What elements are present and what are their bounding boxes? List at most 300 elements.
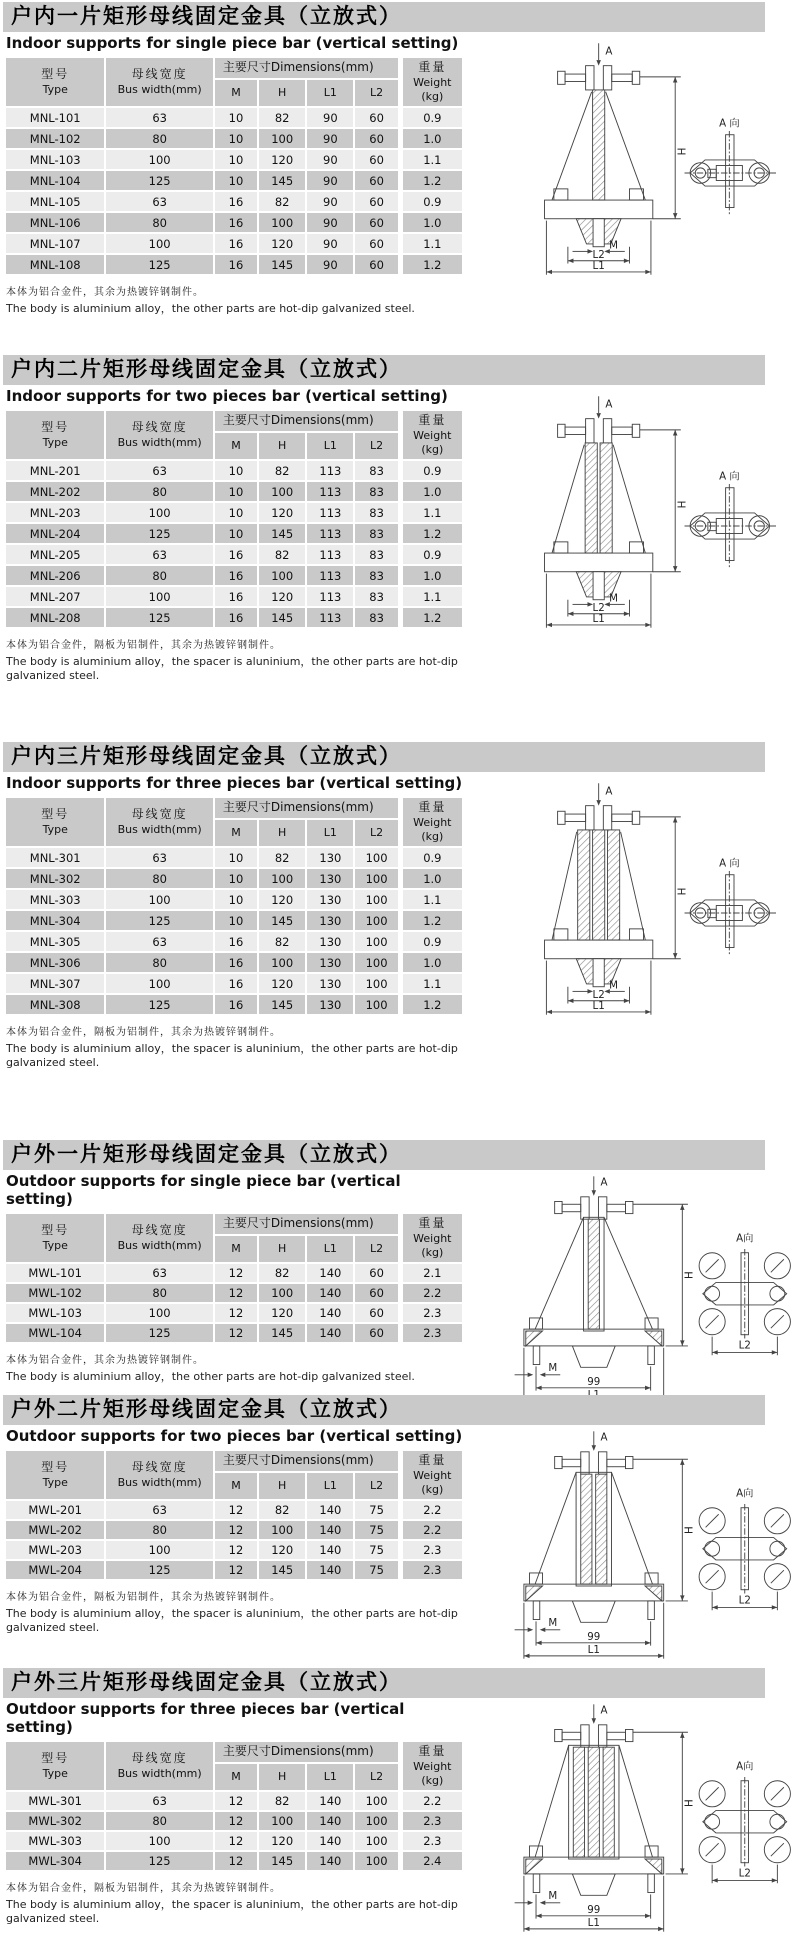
table-cell: 1.1: [400, 890, 462, 909]
header-weight: 重量 Weight (kg): [400, 1451, 462, 1499]
dim-label-h: H: [676, 500, 689, 509]
table-cell: 83: [355, 566, 397, 585]
table-cell: 100: [106, 503, 212, 522]
header-bus-width: 母线宽度 Bus width(mm): [106, 411, 212, 459]
table-cell: 12: [215, 1812, 257, 1830]
table-row: [6, 995, 462, 1014]
dim-label-m: M: [548, 1617, 558, 1630]
table-cell: 63: [106, 1264, 212, 1282]
dim-label-a: A: [600, 1176, 608, 1189]
header-l1: L1: [307, 80, 353, 106]
header-h: H: [259, 1473, 305, 1499]
dim-label-m: M: [548, 1890, 558, 1903]
table-cell: 140: [307, 1541, 353, 1559]
dim-label-a: A: [600, 1704, 608, 1717]
table-cell: MNL-306: [6, 953, 104, 972]
table-row: [6, 1264, 462, 1282]
header-h: H: [259, 80, 305, 106]
table-cell: 63: [106, 545, 212, 564]
dim-label-h: H: [676, 147, 689, 156]
dim-label-h: H: [683, 1799, 696, 1807]
table-cell: 145: [259, 608, 305, 627]
table-cell: 82: [259, 1264, 305, 1282]
catalog-section-2: [0, 355, 800, 682]
table-cell: 145: [259, 1324, 305, 1342]
header-dimensions: 主要尺寸Dimensions(mm): [215, 798, 398, 818]
table-cell: 82: [259, 461, 305, 480]
table-cell: 130: [307, 911, 353, 930]
table-cell: 90: [307, 129, 353, 148]
section-title-en: Indoor supports for three pieces bar (vertical setting): [6, 774, 463, 792]
table-cell: 1.2: [400, 255, 462, 274]
section-title-zh: 户外三片矩形母线固定金具（立放式）: [3, 1668, 765, 1698]
header-type: 型号 Type: [6, 58, 104, 106]
header-m: M: [215, 433, 257, 459]
table-cell: 100: [355, 1852, 397, 1870]
table-cell: 82: [259, 1501, 305, 1519]
header-weight: 重量 Weight (kg): [400, 798, 462, 846]
table-cell: 0.9: [400, 108, 462, 127]
table-cell: 1.2: [400, 524, 462, 543]
table-cell: 12: [215, 1304, 257, 1322]
table-cell: 0.9: [400, 461, 462, 480]
table-cell: 145: [259, 995, 305, 1014]
table-cell: 10: [215, 129, 257, 148]
header-weight: 重量 Weight (kg): [400, 411, 462, 459]
table-cell: 12: [215, 1284, 257, 1302]
table-cell: 63: [106, 461, 212, 480]
table-cell: 145: [259, 524, 305, 543]
table-cell: 82: [259, 1792, 305, 1810]
section-title-en: Indoor supports for two pieces bar (vertical setting): [6, 387, 448, 405]
table-cell: 100: [259, 566, 305, 585]
table-cell: 100: [106, 234, 212, 253]
table-cell: 80: [106, 1812, 212, 1830]
table-cell: 16: [215, 192, 257, 211]
dim-label-l1: L1: [587, 1917, 600, 1930]
table-cell: 60: [355, 255, 397, 274]
table-cell: 60: [355, 171, 397, 190]
table-cell: 125: [106, 608, 212, 627]
table-cell: 16: [215, 213, 257, 232]
table-row: [6, 932, 462, 951]
footnote-zh: 本体为铝合金件，隔板为铝制件，其余为热镀锌钢制件。: [6, 1592, 281, 1604]
footnote-zh: 本体为铝合金件，其余为热镀锌钢制件。: [6, 287, 204, 299]
table-cell: 130: [307, 890, 353, 909]
table-cell: 63: [106, 108, 212, 127]
table-cell: 12: [215, 1852, 257, 1870]
dim-label-l1: L1: [592, 260, 605, 273]
table-cell: 10: [215, 890, 257, 909]
table-cell: 100: [259, 213, 305, 232]
table-cell: 100: [259, 1521, 305, 1539]
footnote-en: The body is aluminium alloy，the spacer is aluninium，the other parts are hot-dip galvanized steel.: [6, 1607, 458, 1635]
header-dimensions: 主要尺寸Dimensions(mm): [215, 1742, 398, 1762]
table-cell: 12: [215, 1521, 257, 1539]
dim-label-l1: L1: [592, 613, 605, 626]
table-cell: 100: [355, 932, 397, 951]
table-cell: 100: [259, 869, 305, 888]
table-cell: 145: [259, 171, 305, 190]
table-cell: 125: [106, 995, 212, 1014]
spec-table: [4, 409, 464, 629]
technical-drawing: [468, 774, 796, 1024]
catalog-section-6: [0, 1668, 800, 1936]
table-row: [6, 1792, 462, 1810]
table-cell: 113: [307, 545, 353, 564]
table-cell: 16: [215, 234, 257, 253]
table-cell: 60: [355, 1324, 397, 1342]
table-cell: 2.3: [400, 1812, 462, 1830]
table-cell: 60: [355, 1284, 397, 1302]
table-cell: 10: [215, 150, 257, 169]
table-cell: 90: [307, 171, 353, 190]
table-cell: 80: [106, 213, 212, 232]
table-cell: MWL-303: [6, 1832, 104, 1850]
table-cell: 120: [259, 890, 305, 909]
dim-label-m: M: [609, 239, 619, 252]
table-cell: 16: [215, 608, 257, 627]
table-row: [6, 545, 462, 564]
table-cell: 80: [106, 566, 212, 585]
table-cell: 90: [307, 234, 353, 253]
table-cell: MNL-202: [6, 482, 104, 501]
table-cell: 1.1: [400, 974, 462, 993]
table-row: [6, 234, 462, 253]
table-cell: 16: [215, 995, 257, 1014]
table-cell: 83: [355, 503, 397, 522]
table-cell: MWL-104: [6, 1324, 104, 1342]
table-cell: 1.0: [400, 566, 462, 585]
footnote-zh: 本体为铝合金件，隔板为铝制件，其余为热镀锌钢制件。: [6, 1883, 281, 1895]
table-cell: 10: [215, 461, 257, 480]
table-cell: 12: [215, 1561, 257, 1579]
table-cell: 125: [106, 1852, 212, 1870]
table-cell: MWL-302: [6, 1812, 104, 1830]
header-bus-width: 母线宽度 Bus width(mm): [106, 58, 212, 106]
table-cell: 100: [355, 1832, 397, 1850]
header-h: H: [259, 1764, 305, 1790]
table-row: [6, 482, 462, 501]
table-cell: MNL-207: [6, 587, 104, 606]
table-row: [6, 1812, 462, 1830]
table-cell: 90: [307, 108, 353, 127]
section-title-zh: 户外一片矩形母线固定金具（立放式）: [3, 1140, 765, 1170]
table-cell: MNL-205: [6, 545, 104, 564]
dim-label-a: A: [605, 398, 613, 411]
header-type: 型号 Type: [6, 1451, 104, 1499]
table-cell: 140: [307, 1264, 353, 1282]
table-row: [6, 1561, 462, 1579]
table-cell: 100: [355, 1792, 397, 1810]
table-row: [6, 524, 462, 543]
table-cell: 12: [215, 1264, 257, 1282]
header-type: 型号 Type: [6, 798, 104, 846]
table-cell: MNL-302: [6, 869, 104, 888]
table-body: [6, 1501, 462, 1579]
table-cell: 113: [307, 587, 353, 606]
table-row: [6, 1541, 462, 1559]
header-l1: L1: [307, 1764, 353, 1790]
table-cell: 80: [106, 953, 212, 972]
table-row: [6, 192, 462, 211]
table-cell: 140: [307, 1521, 353, 1539]
table-cell: MNL-108: [6, 255, 104, 274]
table-cell: 1.2: [400, 995, 462, 1014]
table-cell: 60: [355, 129, 397, 148]
table-cell: 113: [307, 461, 353, 480]
table-cell: 140: [307, 1324, 353, 1342]
catalog-section-3: [0, 742, 800, 1069]
table-cell: 145: [259, 1852, 305, 1870]
table-cell: 83: [355, 608, 397, 627]
section-title-en: Indoor supports for single piece bar (vertical setting): [6, 34, 459, 52]
header-type: 型号 Type: [6, 1742, 104, 1790]
table-cell: 83: [355, 461, 397, 480]
table-row: [6, 587, 462, 606]
header-m: M: [215, 1473, 257, 1499]
table-row: [6, 566, 462, 585]
table-cell: 83: [355, 482, 397, 501]
table-cell: 10: [215, 482, 257, 501]
table-cell: 1.2: [400, 608, 462, 627]
table-cell: 16: [215, 587, 257, 606]
footnote-en: The body is aluminium alloy，the spacer is aluninium，the other parts are hot-dip galvanized steel.: [6, 1042, 458, 1070]
table-cell: 75: [355, 1521, 397, 1539]
footnote-zh: 本体为铝合金件，隔板为铝制件，其余为热镀锌钢制件。: [6, 1027, 281, 1039]
table-cell: 90: [307, 255, 353, 274]
table-cell: 12: [215, 1541, 257, 1559]
table-cell: 100: [106, 974, 212, 993]
table-cell: 75: [355, 1541, 397, 1559]
table-cell: 120: [259, 503, 305, 522]
dim-label-99: 99: [587, 1904, 601, 1917]
header-l1: L1: [307, 433, 353, 459]
table-cell: MNL-303: [6, 890, 104, 909]
table-row: [6, 1304, 462, 1322]
table-cell: MNL-308: [6, 995, 104, 1014]
table-cell: 140: [307, 1812, 353, 1830]
table-cell: 80: [106, 1521, 212, 1539]
table-row: [6, 503, 462, 522]
header-dimensions: 主要尺寸Dimensions(mm): [215, 1214, 398, 1234]
table-body: [6, 1264, 462, 1342]
header-type: 型号 Type: [6, 1214, 104, 1262]
table-cell: 100: [355, 953, 397, 972]
table-row: [6, 848, 462, 867]
table-cell: MNL-206: [6, 566, 104, 585]
dim-label-l2: L2: [592, 248, 605, 261]
table-cell: 83: [355, 545, 397, 564]
table-cell: 10: [215, 869, 257, 888]
header-l2: L2: [355, 80, 397, 106]
table-cell: 145: [259, 255, 305, 274]
table-cell: 75: [355, 1561, 397, 1579]
table-cell: 125: [106, 1561, 212, 1579]
table-cell: 140: [307, 1561, 353, 1579]
header-l1: L1: [307, 1473, 353, 1499]
spec-table: [4, 56, 464, 276]
view-label: A向: [736, 1487, 754, 1500]
spec-table: [4, 1449, 464, 1581]
table-cell: 80: [106, 482, 212, 501]
table-cell: 90: [307, 150, 353, 169]
table-cell: MWL-204: [6, 1561, 104, 1579]
table-cell: 100: [355, 911, 397, 930]
dim-label-m: M: [548, 1362, 558, 1375]
table-cell: 2.4: [400, 1852, 462, 1870]
table-cell: 100: [106, 150, 212, 169]
table-cell: 2.3: [400, 1324, 462, 1342]
dim-label-l2: L2: [738, 1867, 751, 1880]
table-cell: 10: [215, 108, 257, 127]
table-cell: 100: [355, 869, 397, 888]
header-l1: L1: [307, 820, 353, 846]
view-label: A 向: [719, 470, 740, 483]
table-cell: 100: [355, 974, 397, 993]
view-label: A 向: [719, 117, 740, 130]
footnote-zh: 本体为铝合金件，隔板为铝制件，其余为热镀锌钢制件。: [6, 640, 281, 652]
table-cell: 16: [215, 545, 257, 564]
table-cell: 60: [355, 192, 397, 211]
table-row: [6, 255, 462, 274]
header-l2: L2: [355, 1764, 397, 1790]
table-cell: 1.2: [400, 911, 462, 930]
table-cell: 2.3: [400, 1304, 462, 1322]
table-cell: 140: [307, 1284, 353, 1302]
table-cell: 10: [215, 911, 257, 930]
footnote-en: The body is aluminium alloy，the other parts are hot-dip galvanized steel.: [6, 302, 415, 316]
table-cell: MNL-304: [6, 911, 104, 930]
table-cell: 1.1: [400, 150, 462, 169]
table-cell: MNL-107: [6, 234, 104, 253]
view-label: A向: [736, 1232, 754, 1245]
table-cell: 100: [259, 1284, 305, 1302]
table-cell: 60: [355, 108, 397, 127]
table-cell: 83: [355, 524, 397, 543]
dim-label-m: M: [609, 592, 619, 605]
header-h: H: [259, 433, 305, 459]
table-cell: 1.2: [400, 171, 462, 190]
technical-drawing: [468, 1427, 796, 1663]
table-cell: 0.9: [400, 545, 462, 564]
header-m: M: [215, 80, 257, 106]
table-cell: MWL-102: [6, 1284, 104, 1302]
header-l2: L2: [355, 1236, 397, 1262]
table-row: [6, 108, 462, 127]
table-cell: 100: [106, 1304, 212, 1322]
table-cell: 80: [106, 1284, 212, 1302]
table-cell: 125: [106, 911, 212, 930]
table-cell: 130: [307, 848, 353, 867]
table-cell: MWL-201: [6, 1501, 104, 1519]
table-cell: 2.3: [400, 1561, 462, 1579]
dim-label-l2: L2: [738, 1339, 751, 1352]
table-cell: MWL-202: [6, 1521, 104, 1539]
table-cell: MNL-101: [6, 108, 104, 127]
table-cell: 1.1: [400, 503, 462, 522]
table-cell: 100: [355, 890, 397, 909]
table-cell: 130: [307, 974, 353, 993]
table-cell: 100: [355, 848, 397, 867]
table-cell: 1.0: [400, 869, 462, 888]
technical-drawing: [468, 34, 796, 284]
catalog-section-4: [0, 1140, 800, 1408]
table-cell: 2.2: [400, 1792, 462, 1810]
table-cell: 113: [307, 524, 353, 543]
table-cell: MNL-203: [6, 503, 104, 522]
table-cell: 10: [215, 171, 257, 190]
footnote-zh: 本体为铝合金件，其余为热镀锌钢制件。: [6, 1355, 204, 1367]
table-cell: 60: [355, 150, 397, 169]
table-cell: 1.0: [400, 129, 462, 148]
table-cell: MWL-301: [6, 1792, 104, 1810]
header-weight: 重量 Weight (kg): [400, 58, 462, 106]
table-cell: 12: [215, 1792, 257, 1810]
table-cell: 100: [106, 890, 212, 909]
dim-label-99: 99: [587, 1376, 601, 1389]
table-cell: 100: [259, 129, 305, 148]
dim-label-l2: L2: [738, 1594, 751, 1607]
spec-table: [4, 1212, 464, 1344]
dim-label-l1: L1: [587, 1644, 600, 1657]
table-cell: 82: [259, 848, 305, 867]
table-cell: 82: [259, 108, 305, 127]
table-cell: 125: [106, 255, 212, 274]
header-l2: L2: [355, 820, 397, 846]
table-row: [6, 953, 462, 972]
table-cell: 125: [106, 1324, 212, 1342]
table-cell: 120: [259, 1304, 305, 1322]
dim-label-a: A: [605, 785, 613, 798]
technical-drawing: [468, 1700, 796, 1936]
table-row: [6, 1324, 462, 1342]
table-cell: MNL-201: [6, 461, 104, 480]
technical-drawing: [468, 387, 796, 637]
dim-label-h: H: [683, 1271, 696, 1279]
table-cell: 145: [259, 1561, 305, 1579]
table-cell: 100: [355, 995, 397, 1014]
table-cell: 82: [259, 932, 305, 951]
table-cell: 60: [355, 213, 397, 232]
table-cell: 83: [355, 587, 397, 606]
table-row: [6, 911, 462, 930]
table-cell: 1.0: [400, 213, 462, 232]
table-cell: 63: [106, 1792, 212, 1810]
table-row: [6, 869, 462, 888]
table-cell: 82: [259, 545, 305, 564]
table-cell: 2.2: [400, 1284, 462, 1302]
technical-drawing: [468, 1172, 796, 1408]
section-title-en: Outdoor supports for three pieces bar (vertical setting): [6, 1700, 405, 1736]
table-row: [6, 1852, 462, 1870]
view-label: A向: [736, 1760, 754, 1773]
table-cell: 10: [215, 524, 257, 543]
table-cell: MWL-103: [6, 1304, 104, 1322]
header-bus-width: 母线宽度 Bus width(mm): [106, 798, 212, 846]
table-cell: 12: [215, 1501, 257, 1519]
table-cell: 63: [106, 848, 212, 867]
table-body: [6, 848, 462, 1014]
table-cell: 130: [307, 932, 353, 951]
table-cell: 100: [259, 1812, 305, 1830]
table-row: [6, 150, 462, 169]
table-cell: 120: [259, 587, 305, 606]
table-cell: 90: [307, 192, 353, 211]
table-cell: MWL-101: [6, 1264, 104, 1282]
table-cell: 100: [106, 1541, 212, 1559]
table-cell: 2.3: [400, 1541, 462, 1559]
